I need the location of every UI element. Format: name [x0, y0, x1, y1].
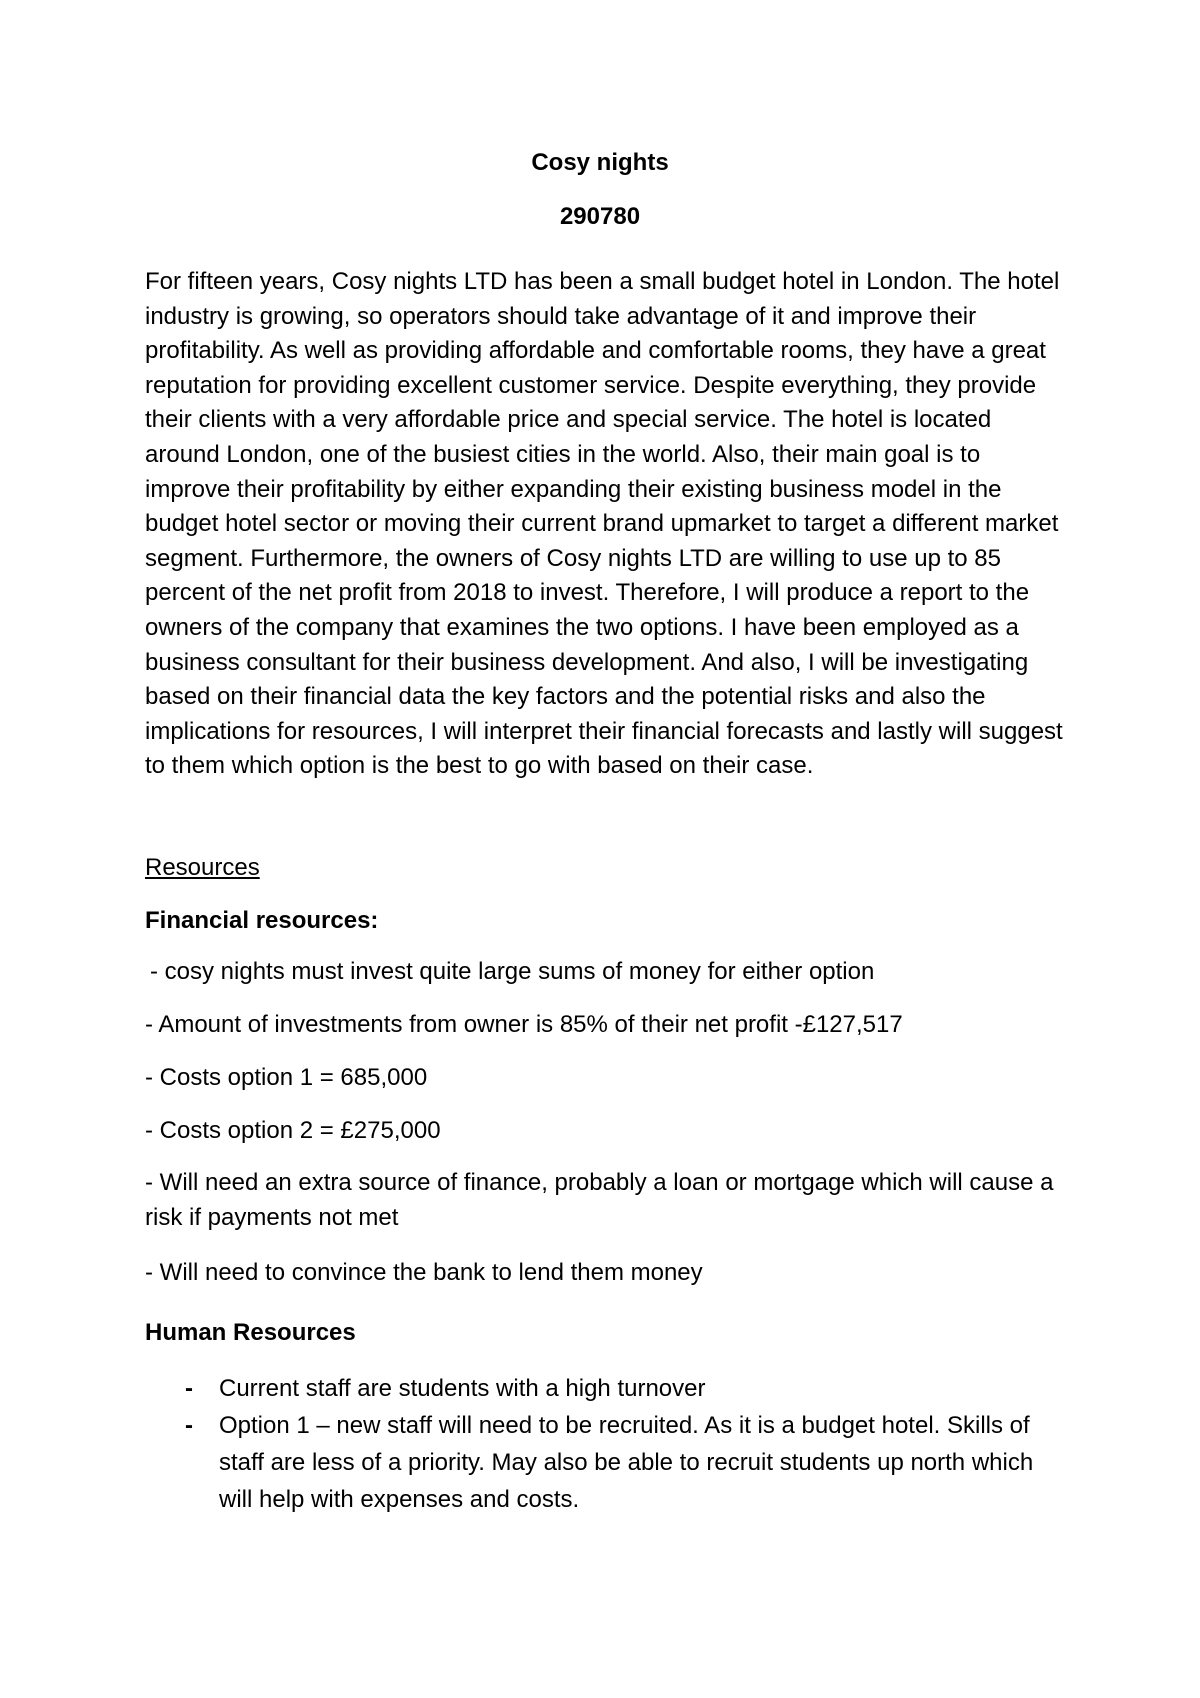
- intro-paragraph: For fifteen years, Cosy nights LTD has been a small budget hotel in London. The hotel industry is growing, so operators should take advantage of it and improve their profitability. As well as providing affordable and comfortable rooms, they have a great reputation for providing excellent customer service. Despite everything, they provide their clients with a very affordable price and special service. The hotel is located around London, one of the busiest cities in the world. Also, their main goal is to improve their profitability by either expanding their existing business model in the budget hotel sector or moving their current brand upmarket to target a different market segment. Furthermore, the owners of Cosy nights LTD are willing to use up to 85 percent of the net profit from 2018 to invest. Therefore, I will produce a report to the owners of the company that examines the two options. I have been employed as a business consultant for their business development. And also, I will be investigating based on their financial data the key factors and the potential risks and also the implications for resources, I will interpret their financial forecasts and lastly will suggest to them which option is the best to go with based on their case.: [145, 268, 1063, 780]
- human-resources-list: [145, 1370, 1065, 1518]
- document-id-number: 290780: [559, 203, 641, 230]
- financial-resources-heading: Financial resources:: [145, 907, 379, 934]
- financial-item: - Amount of investments from owner is 85% of their net profit -£127,517: [145, 1011, 903, 1038]
- list-item-text: Option 1 – new staff will need to be recruited. As it is a budget hotel. Skills of staff are less of a priority. May also be able to recruit students up north which will help with expenses and costs.: [219, 1412, 1034, 1513]
- financial-item: - Will need to convince the bank to lend them money: [145, 1259, 703, 1286]
- financial-item: - Will need an extra source of finance, probably a loan or mortgage which will cause a risk if payments not met: [145, 1169, 1054, 1231]
- document-title: Cosy nights: [531, 149, 669, 176]
- financial-item: - Costs option 1 = 685,000: [145, 1064, 428, 1091]
- list-item: [145, 1370, 1065, 1407]
- list-item-text: Current staff are students with a high turnover: [219, 1375, 706, 1402]
- human-resources-heading: Human Resources: [145, 1319, 356, 1346]
- resources-heading: Resources: [145, 854, 260, 881]
- list-item: [145, 1407, 1065, 1518]
- dash-bullet: -: [185, 1412, 193, 1439]
- financial-item: - Costs option 2 = £275,000: [145, 1117, 441, 1144]
- dash-bullet: -: [185, 1375, 193, 1402]
- financial-item: - cosy nights must invest quite large sums of money for either option: [150, 958, 875, 985]
